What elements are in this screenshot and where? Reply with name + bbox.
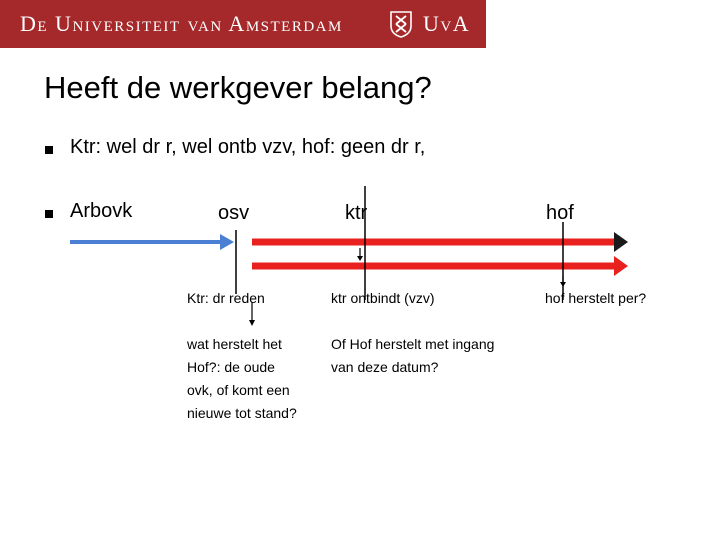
red-arrow-lower: [252, 256, 628, 276]
osv-label: osv: [218, 202, 250, 224]
ktr-dissolves-note: ktr ontbindt (vzv): [331, 290, 435, 306]
page-title: Heeft de werkgever belang?: [44, 70, 432, 105]
ktr-label: ktr: [345, 202, 368, 224]
red-arrow-upper: [252, 232, 628, 252]
note-line: van deze datum?: [331, 359, 439, 375]
note-line: Of Hof herstelt met ingang: [331, 336, 495, 352]
osv-question-note: [187, 333, 297, 425]
uva-brand: UvA: [423, 11, 471, 36]
note-line: Hof?: de oude: [187, 359, 275, 375]
institution-name: De Universiteit van Amsterdam: [20, 11, 343, 36]
osv-reason-note: Ktr: dr reden: [187, 290, 265, 306]
bullet-text: Arbovk: [70, 200, 133, 222]
note-line: wat herstelt het: [187, 336, 282, 352]
note-line: ovk, of komt een: [187, 382, 290, 398]
ktr-question-note: [331, 333, 494, 379]
note-line: nieuwe tot stand?: [187, 405, 297, 421]
hof-restores-note: hof herstelt per?: [545, 290, 647, 306]
bullet-text: Ktr: wel dr r, wel ontb vzv, hof: geen dr r,: [70, 136, 426, 158]
hof-label: hof: [546, 202, 574, 224]
blue-arrow: [70, 234, 234, 250]
